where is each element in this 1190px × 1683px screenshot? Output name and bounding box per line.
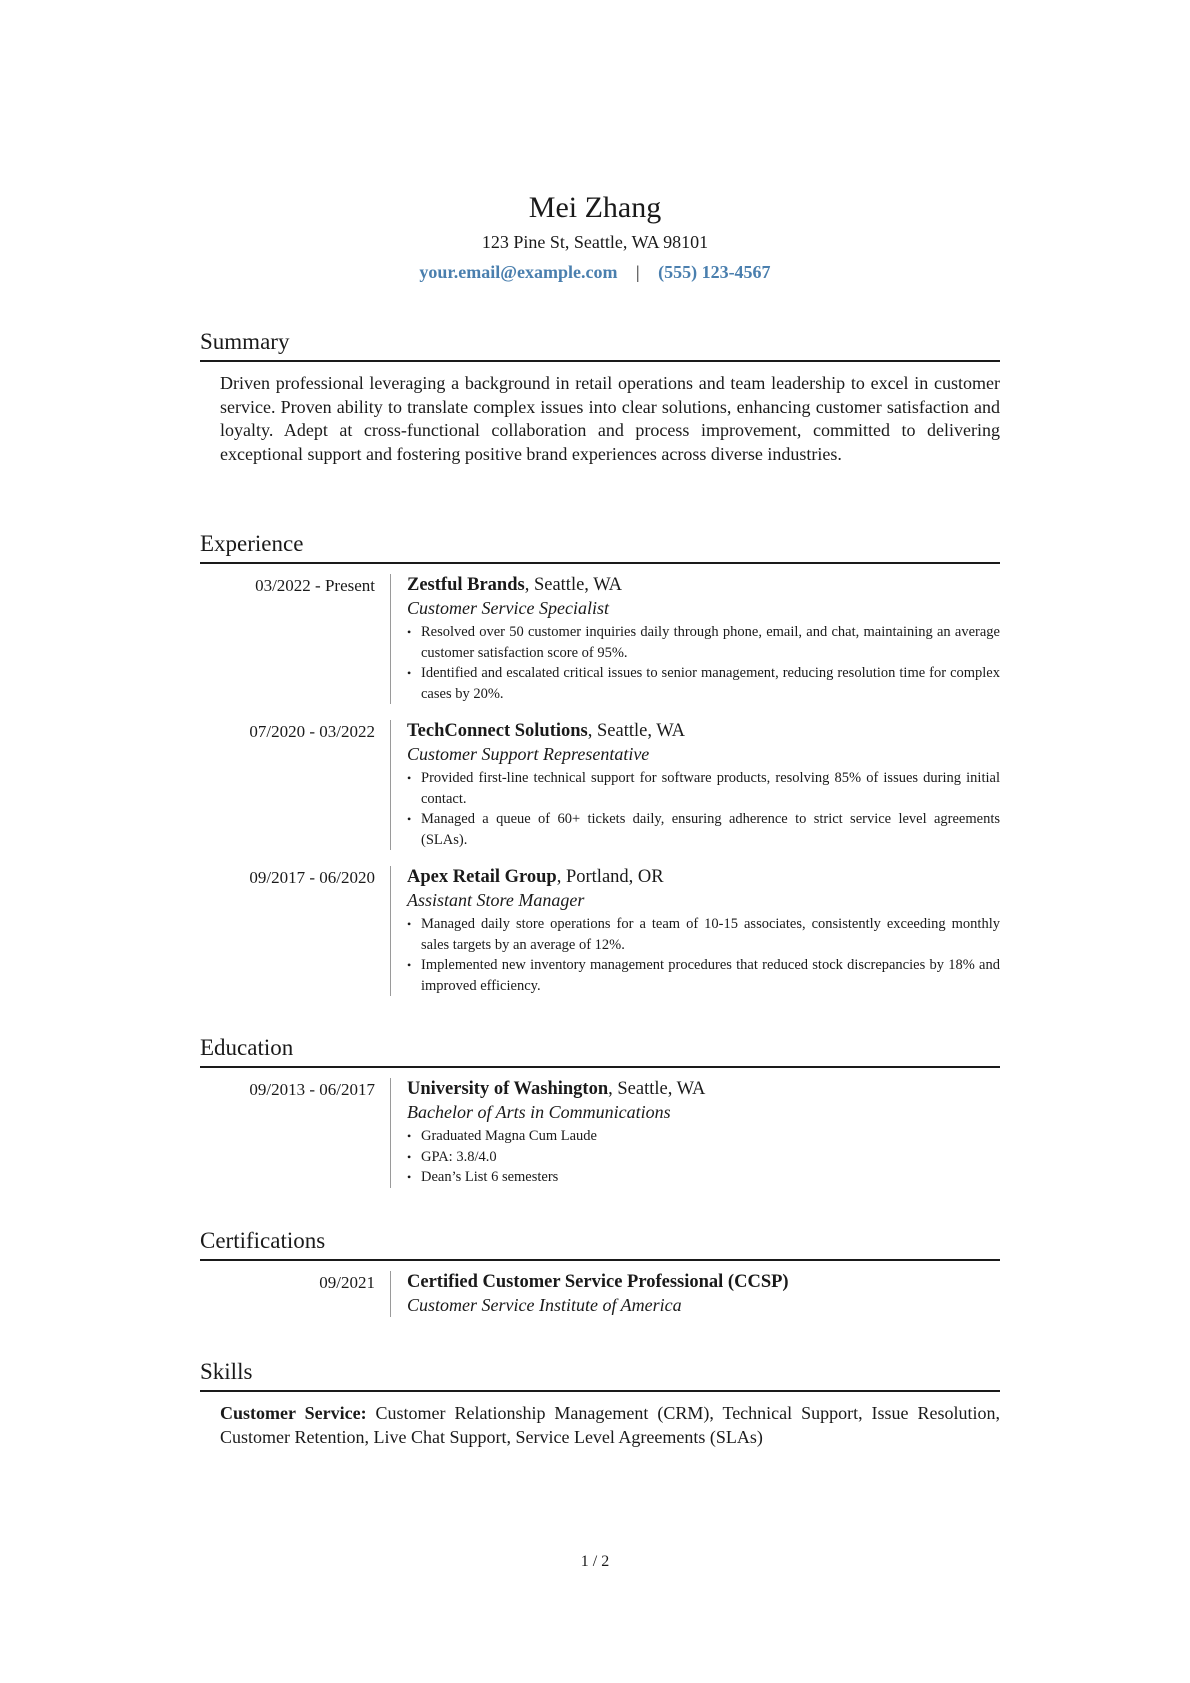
skills-section (200, 1358, 1000, 1449)
experience-section (200, 530, 1000, 1012)
candidate-name: Mei Zhang (528, 191, 662, 224)
company-location: , Seattle, WA (524, 575, 622, 595)
company-name: TechConnect Solutions (407, 721, 588, 741)
section-title-skills: Skills (200, 1358, 1000, 1392)
degree: Bachelor of Arts in Communications (407, 1102, 671, 1122)
job-title: Assistant Store Manager (407, 890, 585, 910)
bullet-item: • Managed daily store operations for a team of 10-15 associates, consistently exceeding monthly sales targets by an average of 12%. (407, 914, 1000, 955)
page-number: 1 / 2 (580, 1553, 610, 1570)
entry-body (390, 1078, 1000, 1188)
section-title-summary: Summary (200, 328, 1000, 362)
section-title-certifications: Certifications (200, 1227, 1000, 1261)
entry-date: 09/2013 - 06/2017 (249, 1080, 375, 1099)
entry-body (390, 866, 1000, 996)
bullet-item: • Implemented new inventory management procedures that reduced stock discrepancies by 18% and improved efficiency. (407, 955, 1000, 996)
phone-link[interactable]: (555) 123-4567 (658, 262, 771, 282)
job-title: Customer Service Specialist (407, 598, 609, 618)
bullet-item: • Resolved over 50 customer inquiries daily through phone, email, and chat, maintaining an average customer satisfaction score of 95%. (407, 622, 1000, 663)
skill-items: Customer Relationship Management (CRM), Technical Support, Issue Resolution, Customer Retention, Live Chat Support, Service Level Agreements (SLAs) (220, 1403, 1000, 1447)
education-entry (200, 1078, 1000, 1188)
entry-date: 09/2017 - 06/2020 (249, 868, 375, 887)
summary-text: Driven professional leveraging a background in retail operations and team leadership to excel in customer service. Proven ability to translate complex issues into clear solutions, enhancing customer satisfaction and loyalty. Adept at cross-functional collaboration and process improvement, committed to delivering exceptional support and fostering positive brand experiences across diverse industries. (220, 373, 1000, 464)
resume-header (0, 190, 1190, 284)
bullet-item: • Identified and escalated critical issues to senior management, reducing resolution time for complex cases by 20%. (407, 663, 1000, 704)
certification-name: Certified Customer Service Professional (CCSP) (407, 1272, 789, 1292)
entry-organization (407, 720, 1000, 743)
email-link[interactable]: your.email@example.com (419, 262, 618, 282)
company-location: , Seattle, WA (587, 721, 686, 741)
address: 123 Pine St, Seattle, WA 98101 (481, 232, 709, 252)
bullet-list (407, 1126, 1000, 1188)
certification-issuer: Customer Service Institute of America (407, 1295, 682, 1315)
certifications-section (200, 1227, 1000, 1333)
bullet-item: • Provided first-line technical support for software products, resolving 85% of issues during initial contact. (407, 768, 1000, 809)
entry-organization (407, 574, 1000, 597)
job-title: Customer Support Representative (407, 744, 650, 764)
entry-organization (407, 866, 1000, 889)
bullet-item: • Dean’s List 6 semesters (407, 1167, 1000, 1188)
summary-section (200, 328, 1000, 466)
skills-text (220, 1402, 1000, 1449)
entry-organization (407, 1078, 1000, 1101)
company-location: , Portland, OR (556, 867, 664, 887)
section-title-education: Education (200, 1034, 1000, 1068)
entry-date: 07/2020 - 03/2022 (249, 722, 375, 741)
bullet-item: • Managed a queue of 60+ tickets daily, ensuring adherence to strict service level agreements (SLAs). (407, 809, 1000, 850)
experience-entry (200, 574, 1000, 704)
contact-separator: | (635, 262, 640, 282)
entry-organization (407, 1271, 1000, 1294)
section-title-experience: Experience (200, 530, 1000, 564)
bullet-item: • Graduated Magna Cum Laude (407, 1126, 1000, 1147)
entry-date: 09/2021 (319, 1273, 375, 1292)
school-name: University of Washington (407, 1079, 609, 1099)
education-section (200, 1034, 1000, 1204)
bullet-list (407, 768, 1000, 850)
experience-entry (200, 866, 1000, 996)
entry-date: 03/2022 - Present (255, 576, 375, 595)
bullet-list (407, 622, 1000, 704)
school-location: , Seattle, WA (608, 1079, 706, 1099)
entry-body (390, 574, 1000, 704)
contact-line (0, 260, 1190, 284)
experience-entry (200, 720, 1000, 850)
entry-body (390, 1271, 1000, 1317)
bullet-item: • GPA: 3.8/4.0 (407, 1147, 1000, 1168)
certification-entry (200, 1271, 1000, 1317)
company-name: Zestful Brands (407, 575, 525, 595)
entry-body (390, 720, 1000, 850)
bullet-list (407, 914, 1000, 996)
company-name: Apex Retail Group (407, 867, 557, 887)
skill-category: Customer Service: (220, 1403, 367, 1423)
